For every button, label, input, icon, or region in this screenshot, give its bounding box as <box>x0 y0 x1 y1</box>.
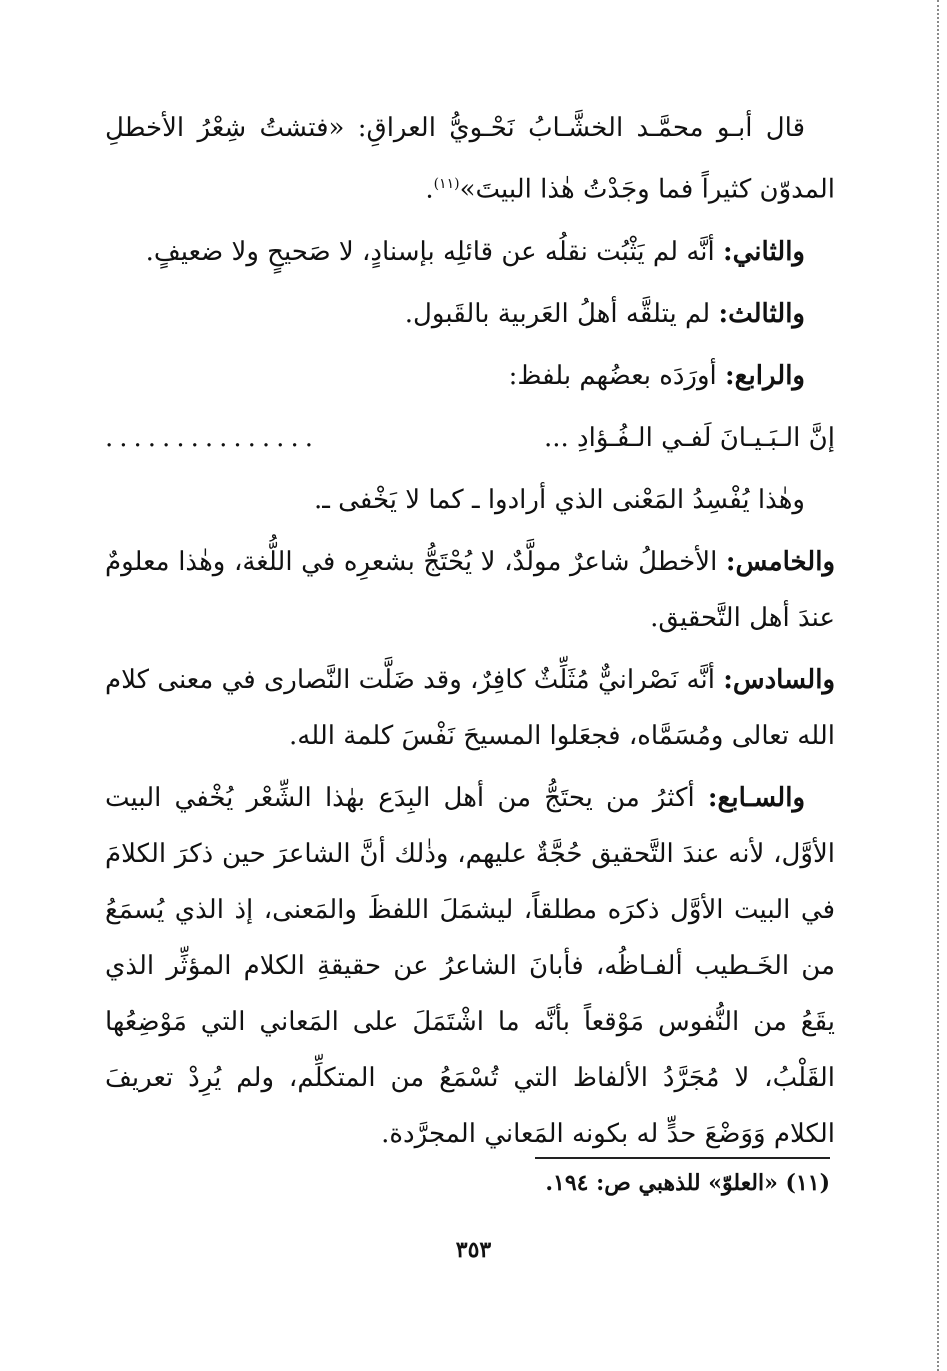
paragraph-1-end: . <box>425 174 434 205</box>
page-number: ٣٥٣ <box>455 1237 492 1263</box>
paragraph-7-text: أنَّه نَصْرانيٌّ مُثَلِّثٌ كافِرٌ، وقد ضَلَّت النَّصارى في معنى كلام الله تعالى ومُسَمَّاه، فجعَلوا المسيحَ نَفْسَ كلمة الله. <box>105 664 835 751</box>
paragraph-8-lead: والسـابع: <box>707 782 805 813</box>
verse-line <box>105 410 835 466</box>
paragraph-8 <box>105 770 835 1162</box>
paragraph-5-text: وهٰذا يُفْسِدُ المَعْنى الذي أرادوا ـ كما لا يَخْفى ـ. <box>314 484 805 515</box>
paragraph-4-text: أورَدَه بعضُهم بلفظ: <box>508 360 726 391</box>
page-edge <box>937 0 939 1371</box>
paragraph-7-lead: والسادس: <box>723 664 835 695</box>
footnote-ref[interactable]: (١١) <box>433 176 460 192</box>
paragraph-2-lead: والثاني: <box>723 236 805 267</box>
footnote: (١١) «العلوّ» للذهبي ص: ١٩٤. <box>545 1170 830 1196</box>
paragraph-6-text: الأخطلُ شاعرٌ مولَّدٌ، لا يُحْتَجُّ بشعرِه في اللُّغة، وهٰذا معلومٌ عندَ أهل التَّحقيق. <box>105 546 835 633</box>
paragraph-2-text: أنَّه لم يَثْبُت نقلُه عن قائلِه بإسنادٍ، لا صَحيحٍ ولا ضعيفٍ. <box>145 236 724 267</box>
paragraph-4-lead: والرابع: <box>725 360 805 391</box>
paragraph-1 <box>105 100 835 218</box>
paragraph-5 <box>105 472 835 528</box>
paragraph-3 <box>105 286 835 342</box>
paragraph-4 <box>105 348 835 404</box>
paragraph-6-lead: والخامس: <box>725 546 835 577</box>
main-text <box>105 100 835 1168</box>
verse-text: إنَّ الـبَـيـانَ لَفـي الـفُـؤادِ ... <box>543 422 835 453</box>
paragraph-3-text: لم يتلقَّه أهلُ العَربية بالقَبول. <box>404 298 719 329</box>
verse-ellipsis: ............... <box>105 422 319 453</box>
paragraph-8-text: أكثرُ من يحتَجُّ من أهل البِدَع بهٰذا الشِّعْر يُخْفي البيت الأوَّل، لأنه عندَ التَّحقيق حُجَّةٌ عليهم، وذٰلك أنَّ الشاعرَ حين ذكرَ الكلامَ في البيت الأوَّل ذكرَه مطلقاً، ليشمَلَ اللفظَ والمَعنى، إذ الذي يُسمَعُ من الخَـطيب ألفـاظُه، فأبانَ الشاعرُ عن حقيقةِ الكلام المؤثِّر الذي يقَعُ من النُّفوس مَوْقعاً بأنَّه ما اشْتَمَلَ على المَعاني التي مَوْضِعُها القَلْبُ، لا مُجَرَّدُ الألفاظ التي تُسْمَعُ من المتكلِّم، ولم يُرِدْ تعريفَ الكلام وَوَضْعَ حدٍّ له بكونه المَعاني المجرَّدة. <box>105 782 835 1149</box>
footnote-divider <box>535 1157 830 1159</box>
paragraph-7 <box>105 652 835 764</box>
paragraph-2 <box>105 224 835 280</box>
paragraph-3-lead: والثالث: <box>718 298 805 329</box>
paragraph-6 <box>105 534 835 646</box>
paragraph-1-text: قال أبـو محمَّـد الخشَّـابُ نَحْـويُّ العراقِ: «فتشتُ شِعْرُ الأخطلِ المدوّن كثيراً فما وجَدْتُ هٰذا البيتَ» <box>105 113 835 205</box>
